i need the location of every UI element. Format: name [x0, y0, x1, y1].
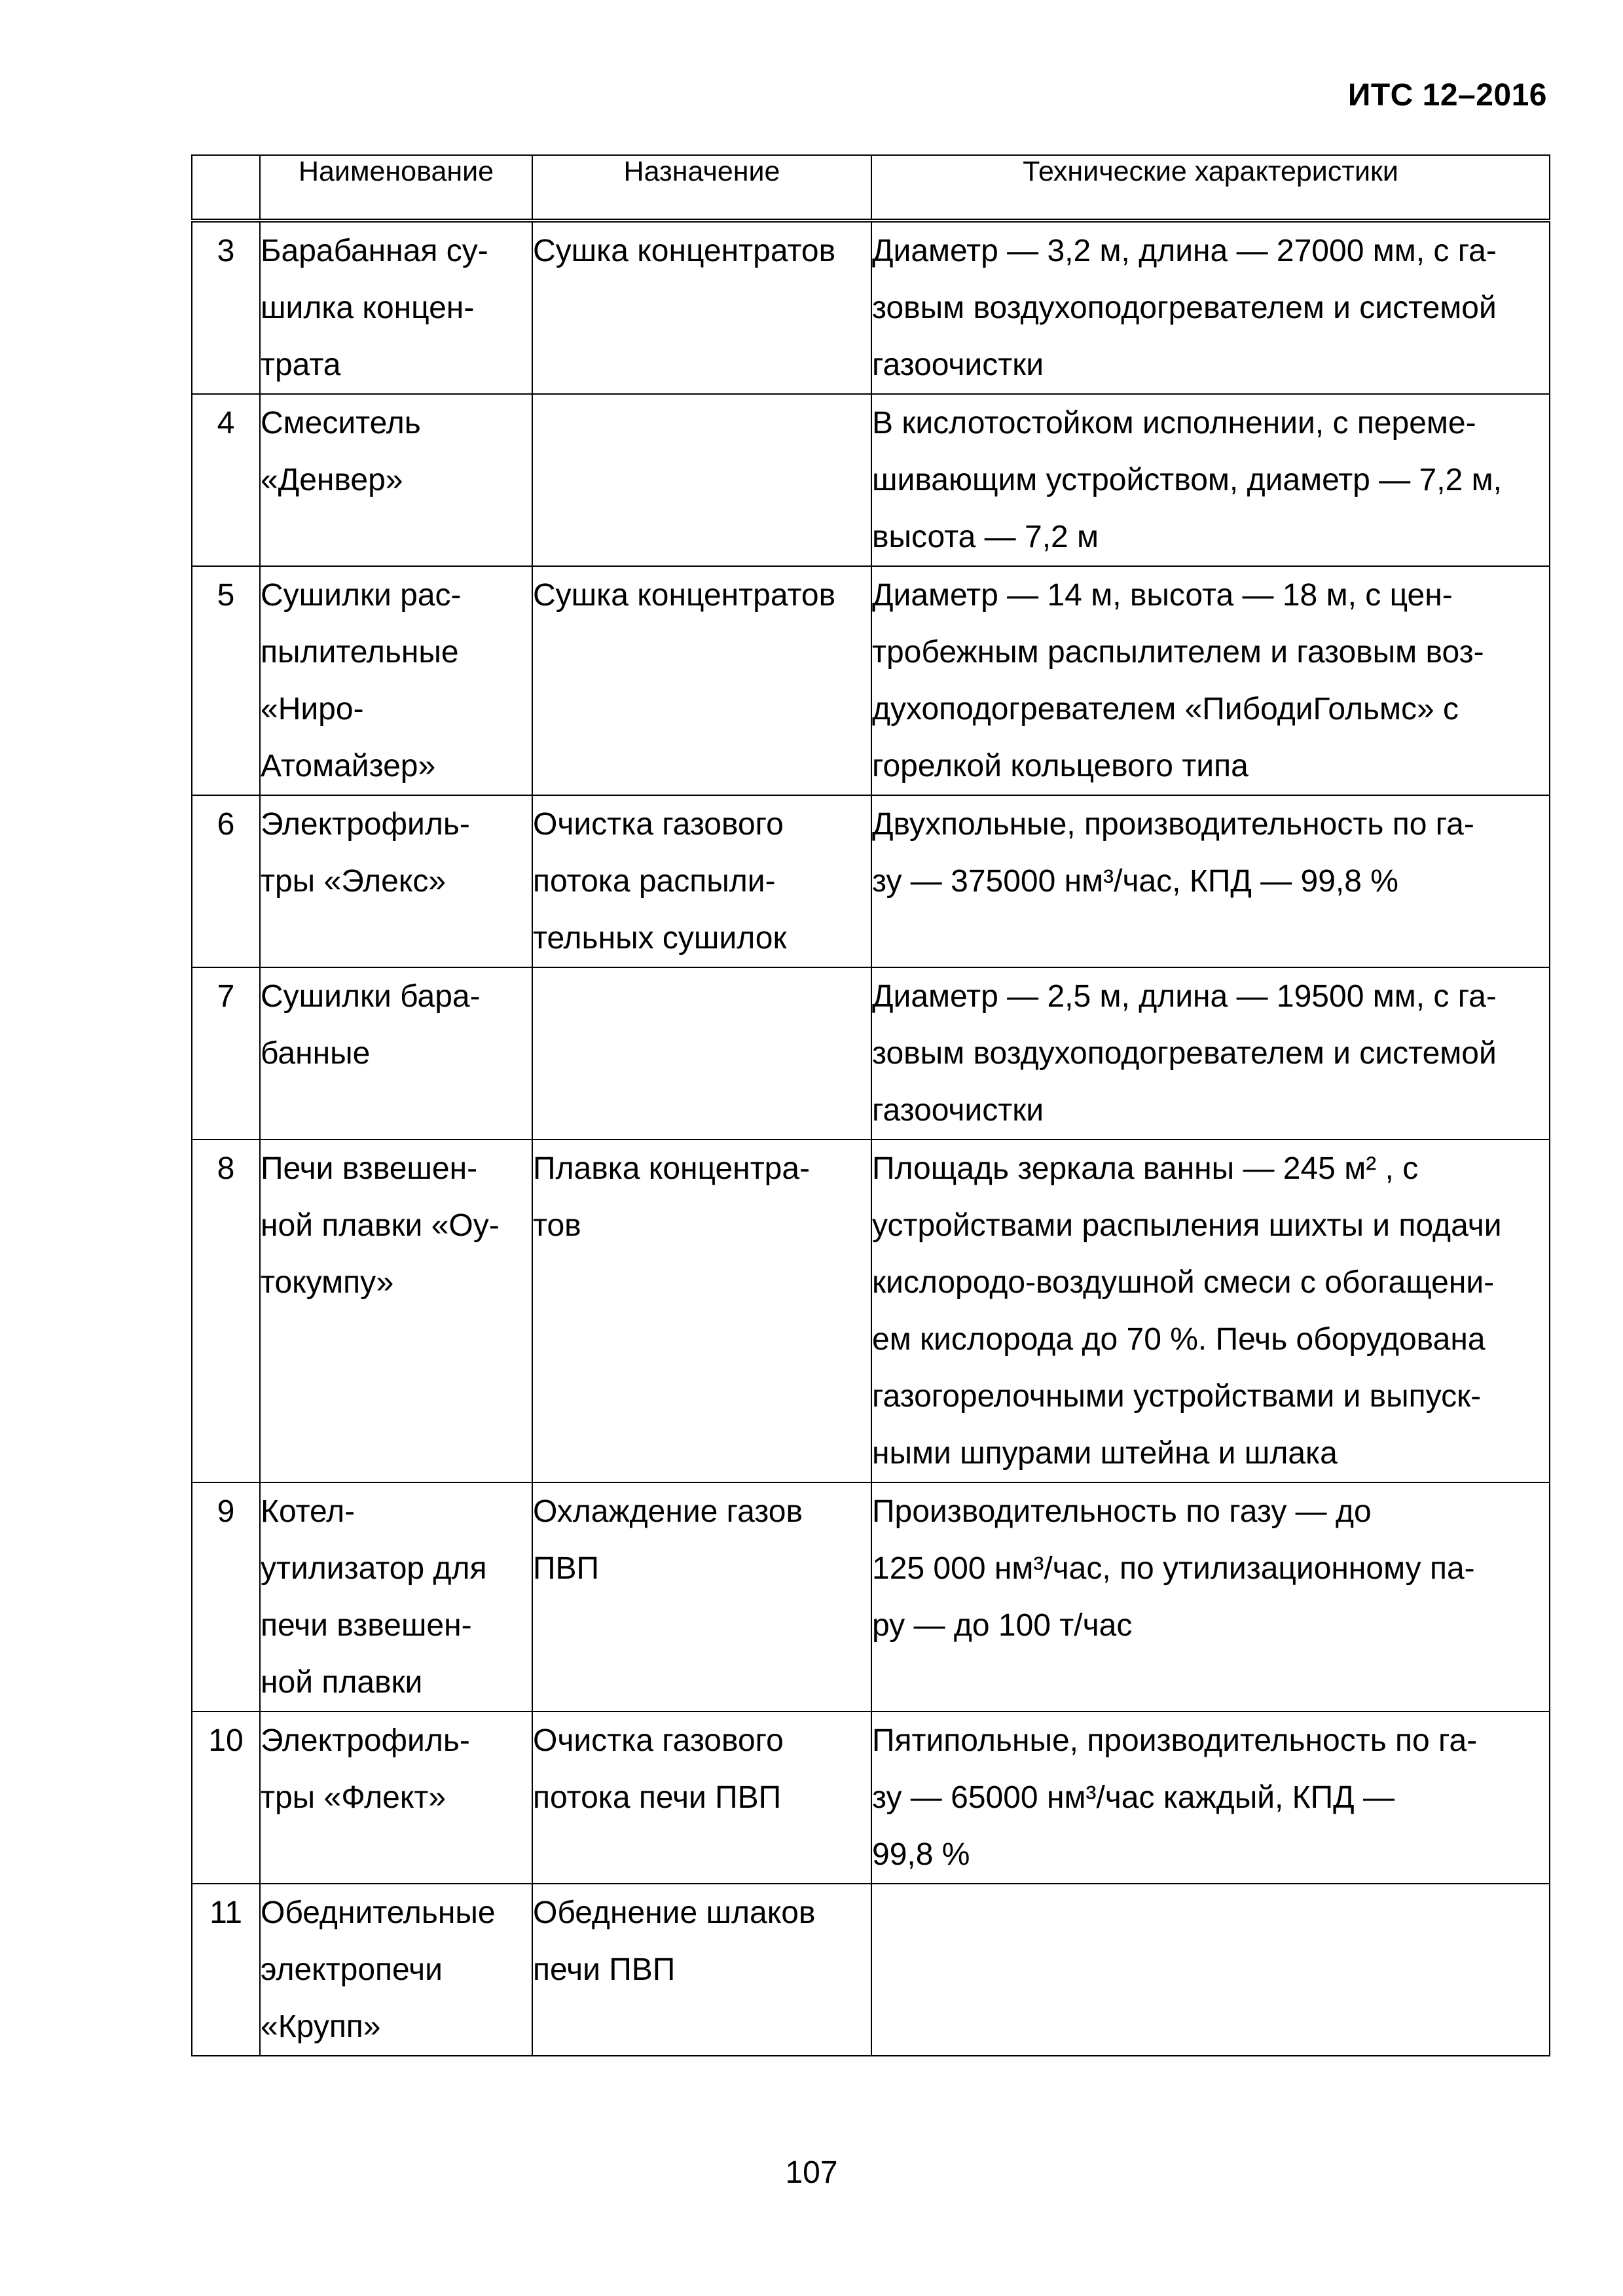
table-row [192, 1884, 1550, 2056]
equipment-purpose-cell [532, 1139, 871, 1482]
equipment-purpose-cell [532, 1712, 871, 1884]
table-row [192, 1482, 1550, 1712]
row-number-cell [192, 795, 260, 967]
table-row [192, 967, 1550, 1139]
equipment-name: Барабанная су- шилка концен- трата [261, 234, 488, 382]
equipment-purpose-cell [532, 967, 871, 1139]
equipment-table-container [191, 154, 1549, 2056]
table-row [192, 1712, 1550, 1884]
row-number: 3 [217, 234, 235, 268]
equipment-name-cell [260, 967, 532, 1139]
row-number: 5 [217, 578, 235, 613]
equipment-specs: Диаметр — 14 м, высота — 18 м, с цен- тробежным распылителем и газовым воз- духоподогревателем «ПибодиГольмс» с горелкой кольцевого типа [872, 578, 1484, 783]
equipment-purpose-cell [532, 795, 871, 967]
equipment-specs: В кислотостойком исполнении, с переме- шивающим устройством, диаметр — 7,2 м, высота — 7,2 м [872, 406, 1502, 554]
row-number-cell [192, 221, 260, 394]
row-number: 4 [217, 406, 235, 440]
table-row [192, 795, 1550, 967]
equipment-name: Печи взвешен- ной плавки «Оу- токумпу» [261, 1151, 500, 1300]
equipment-name-cell [260, 566, 532, 795]
equipment-specs: Двухпольные, производительность по га- зу — 375000 нм³/час, КПД — 99,8 % [872, 807, 1474, 899]
column-header-specs: Технические характеристики [871, 155, 1550, 221]
equipment-purpose-cell [532, 1884, 871, 2056]
column-header-name: Наименование [260, 155, 532, 221]
table-header-row [192, 155, 1550, 221]
equipment-specs-cell [871, 566, 1550, 795]
row-number-cell [192, 1712, 260, 1884]
equipment-purpose: Плавка концентра- тов [533, 1151, 811, 1243]
equipment-specs-cell [871, 1139, 1550, 1482]
column-header-purpose: Назначение [532, 155, 871, 221]
equipment-specs: Производительность по газу — до 125 000 нм³/час, по утилизационному па- ру — до 100 т/час [872, 1494, 1475, 1643]
equipment-name-cell [260, 1482, 532, 1712]
row-number: 9 [217, 1494, 235, 1529]
equipment-purpose-cell [532, 566, 871, 795]
equipment-name: Электрофиль- тры «Флект» [261, 1723, 470, 1815]
equipment-specs-cell [871, 1884, 1550, 2056]
equipment-purpose: Очистка газового потока распыли- тельных сушилок [533, 807, 787, 956]
equipment-purpose: Сушка концентратов [533, 234, 836, 268]
row-number-cell [192, 1884, 260, 2056]
equipment-specs-cell [871, 394, 1550, 566]
row-number: 6 [217, 807, 235, 842]
equipment-name-cell [260, 221, 532, 394]
equipment-specs-cell [871, 795, 1550, 967]
equipment-specs: Диаметр — 3,2 м, длина — 27000 мм, с га- зовым воздухоподогревателем и системой газоочистки [872, 234, 1497, 382]
document-code: ИТС 12–2016 [1347, 78, 1547, 113]
table-row [192, 1139, 1550, 1482]
row-number: 10 [208, 1723, 244, 1758]
equipment-specs: Пятипольные, производительность по га- зу — 65000 нм³/час каждый, КПД — 99,8 % [872, 1723, 1478, 1872]
equipment-table [191, 154, 1550, 2056]
equipment-name: Обеднительные электропечи «Крупп» [261, 1895, 496, 2044]
equipment-name: Электрофиль- тры «Элекс» [261, 807, 470, 899]
equipment-name: Котел- утилизатор для печи взвешен- ной плавки [261, 1494, 487, 1700]
equipment-name: Сушилки рас- пылительные «Ниро- Атомайзер» [261, 578, 462, 783]
row-number: 7 [217, 979, 235, 1014]
equipment-name: Смеситель «Денвер» [261, 406, 421, 497]
equipment-name-cell [260, 394, 532, 566]
row-number-cell [192, 1139, 260, 1482]
equipment-name-cell [260, 1139, 532, 1482]
equipment-specs: Площадь зеркала ванны — 245 м² , с устройствами распыления шихты и подачи кислородо-воздушной смеси с обогащени- ем кислорода до 70 %. Печь оборудована газогорелочными устройствами и выпуск- ными шпурами штейна и шлака [872, 1151, 1502, 1471]
equipment-purpose: Очистка газового потока печи ПВП [533, 1723, 784, 1815]
row-number-cell [192, 1482, 260, 1712]
table-row [192, 221, 1550, 394]
row-number: 8 [217, 1151, 235, 1186]
equipment-specs-cell [871, 967, 1550, 1139]
equipment-purpose-cell [532, 394, 871, 566]
row-number-cell [192, 566, 260, 795]
equipment-name-cell [260, 1712, 532, 1884]
equipment-purpose-cell [532, 1482, 871, 1712]
equipment-name-cell [260, 795, 532, 967]
row-number-cell [192, 967, 260, 1139]
page-number: 107 [785, 2155, 838, 2190]
row-number-cell [192, 394, 260, 566]
equipment-name-cell [260, 1884, 532, 2056]
equipment-specs-cell [871, 221, 1550, 394]
column-header-number [192, 155, 260, 221]
equipment-specs-cell [871, 1712, 1550, 1884]
equipment-purpose: Обеднение шлаков печи ПВП [533, 1895, 816, 1987]
table-row [192, 394, 1550, 566]
equipment-purpose-cell [532, 221, 871, 394]
table-row [192, 566, 1550, 795]
row-number: 11 [210, 1895, 242, 1930]
equipment-name: Сушилки бара- банные [261, 979, 481, 1071]
equipment-specs: Диаметр — 2,5 м, длина — 19500 мм, с га- зовым воздухоподогревателем и системой газоочистки [872, 979, 1497, 1128]
equipment-purpose: Охлаждение газов ПВП [533, 1494, 803, 1586]
equipment-purpose: Сушка концентратов [533, 578, 836, 613]
table-body [192, 221, 1550, 2056]
equipment-specs-cell [871, 1482, 1550, 1712]
